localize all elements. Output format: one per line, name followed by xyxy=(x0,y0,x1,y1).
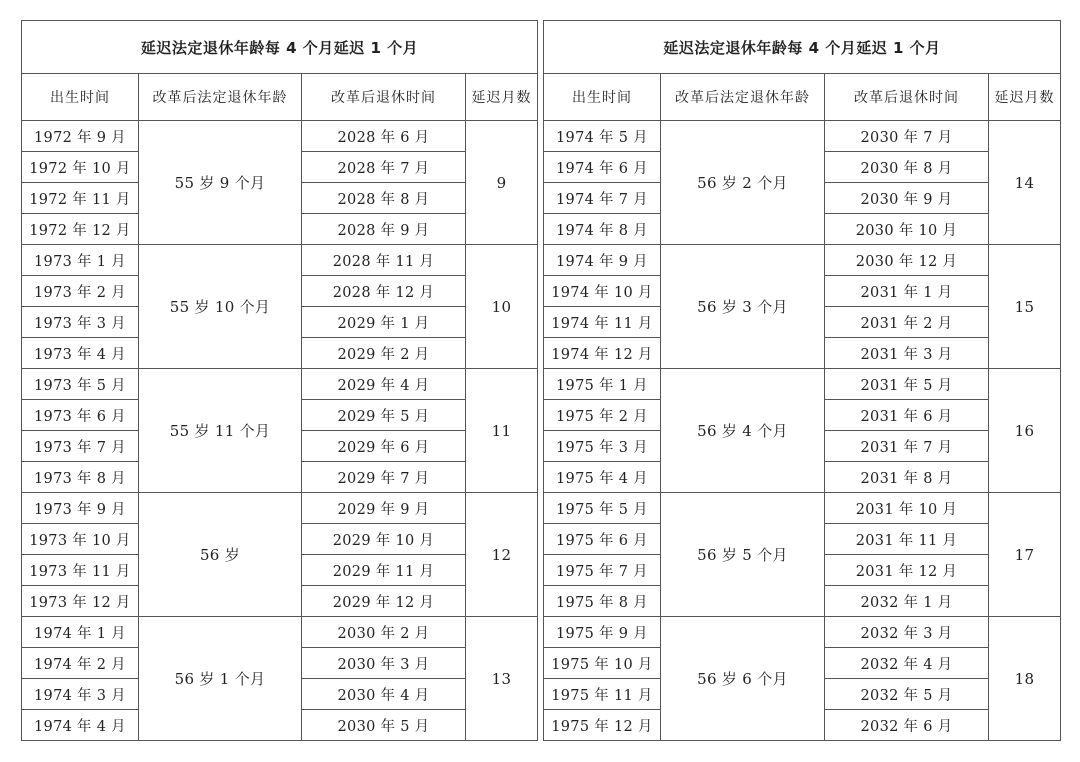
header-retirement-age: 改革后法定退休年龄 xyxy=(139,74,302,121)
header-retirement-time: 改革后退休时间 xyxy=(825,74,989,121)
retire-time-cell: 2030 年 7 月 xyxy=(825,121,989,152)
birth-cell: 1975 年 7 月 xyxy=(544,555,661,586)
birth-cell: 1975 年 8 月 xyxy=(544,586,661,617)
retire-time-cell: 2029 年 4 月 xyxy=(302,369,466,400)
table-row xyxy=(22,121,538,152)
retire-time-cell: 2030 年 9 月 xyxy=(825,183,989,214)
retire-time-cell: 2028 年 12 月 xyxy=(302,276,466,307)
retire-time-cell: 2029 年 11 月 xyxy=(302,555,466,586)
retire-time-cell: 2030 年 2 月 xyxy=(302,617,466,648)
table-title: 延迟法定退休年龄每 4 个月延迟 1 个月 xyxy=(544,21,1061,74)
header-delay-months: 延迟月数 xyxy=(466,74,538,121)
birth-cell: 1973 年 9 月 xyxy=(22,493,139,524)
retire-time-cell: 2029 年 10 月 xyxy=(302,524,466,555)
header-retirement-age: 改革后法定退休年龄 xyxy=(661,74,825,121)
delay-months-cell: 12 xyxy=(466,493,538,617)
birth-cell: 1975 年 5 月 xyxy=(544,493,661,524)
retirement-table-left xyxy=(21,20,538,741)
birth-cell: 1974 年 10 月 xyxy=(544,276,661,307)
delay-months-cell: 9 xyxy=(466,121,538,245)
retire-time-cell: 2030 年 12 月 xyxy=(825,245,989,276)
delay-months-cell: 14 xyxy=(989,121,1061,245)
table-row xyxy=(544,245,1061,276)
retire-time-cell: 2032 年 4 月 xyxy=(825,648,989,679)
birth-cell: 1975 年 6 月 xyxy=(544,524,661,555)
birth-cell: 1975 年 1 月 xyxy=(544,369,661,400)
birth-cell: 1974 年 11 月 xyxy=(544,307,661,338)
retire-time-cell: 2032 年 5 月 xyxy=(825,679,989,710)
retire-time-cell: 2028 年 7 月 xyxy=(302,152,466,183)
retire-time-cell: 2028 年 6 月 xyxy=(302,121,466,152)
birth-cell: 1974 年 5 月 xyxy=(544,121,661,152)
birth-cell: 1974 年 1 月 xyxy=(22,617,139,648)
retire-time-cell: 2031 年 6 月 xyxy=(825,400,989,431)
retirement-age-cell: 56 岁 5 个月 xyxy=(661,493,825,617)
table-title: 延迟法定退休年龄每 4 个月延迟 1 个月 xyxy=(22,21,538,74)
table-row xyxy=(22,617,538,648)
birth-cell: 1974 年 2 月 xyxy=(22,648,139,679)
birth-cell: 1974 年 4 月 xyxy=(22,710,139,741)
retire-time-cell: 2031 年 3 月 xyxy=(825,338,989,369)
birth-cell: 1974 年 6 月 xyxy=(544,152,661,183)
birth-cell: 1972 年 10 月 xyxy=(22,152,139,183)
birth-cell: 1973 年 7 月 xyxy=(22,431,139,462)
retire-time-cell: 2031 年 12 月 xyxy=(825,555,989,586)
table-row xyxy=(544,493,1061,524)
retirement-age-cell: 56 岁 2 个月 xyxy=(661,121,825,245)
retire-time-cell: 2029 年 9 月 xyxy=(302,493,466,524)
retirement-age-cell: 55 岁 9 个月 xyxy=(139,121,302,245)
birth-cell: 1973 年 1 月 xyxy=(22,245,139,276)
delay-months-cell: 17 xyxy=(989,493,1061,617)
retire-time-cell: 2029 年 7 月 xyxy=(302,462,466,493)
retire-time-cell: 2032 年 6 月 xyxy=(825,710,989,741)
birth-cell: 1974 年 8 月 xyxy=(544,214,661,245)
delay-months-cell: 10 xyxy=(466,245,538,369)
birth-cell: 1974 年 7 月 xyxy=(544,183,661,214)
retirement-table-right xyxy=(543,20,1061,741)
retirement-age-cell: 56 岁 xyxy=(139,493,302,617)
birth-cell: 1973 年 4 月 xyxy=(22,338,139,369)
birth-cell: 1974 年 9 月 xyxy=(544,245,661,276)
table-row xyxy=(22,493,538,524)
retire-time-cell: 2028 年 11 月 xyxy=(302,245,466,276)
retire-time-cell: 2028 年 9 月 xyxy=(302,214,466,245)
table-row xyxy=(22,369,538,400)
birth-cell: 1975 年 4 月 xyxy=(544,462,661,493)
retire-time-cell: 2029 年 6 月 xyxy=(302,431,466,462)
birth-cell: 1974 年 12 月 xyxy=(544,338,661,369)
retire-time-cell: 2032 年 3 月 xyxy=(825,617,989,648)
delay-months-cell: 16 xyxy=(989,369,1061,493)
birth-cell: 1973 年 3 月 xyxy=(22,307,139,338)
retire-time-cell: 2030 年 4 月 xyxy=(302,679,466,710)
retire-time-cell: 2029 年 1 月 xyxy=(302,307,466,338)
retire-time-cell: 2031 年 7 月 xyxy=(825,431,989,462)
birth-cell: 1975 年 9 月 xyxy=(544,617,661,648)
birth-cell: 1973 年 8 月 xyxy=(22,462,139,493)
birth-cell: 1975 年 10 月 xyxy=(544,648,661,679)
table-row xyxy=(544,121,1061,152)
retire-time-cell: 2029 年 5 月 xyxy=(302,400,466,431)
retire-time-cell: 2028 年 8 月 xyxy=(302,183,466,214)
birth-cell: 1972 年 9 月 xyxy=(22,121,139,152)
retirement-age-cell: 55 岁 10 个月 xyxy=(139,245,302,369)
birth-cell: 1974 年 3 月 xyxy=(22,679,139,710)
retire-time-cell: 2029 年 12 月 xyxy=(302,586,466,617)
birth-cell: 1973 年 12 月 xyxy=(22,586,139,617)
retire-time-cell: 2031 年 11 月 xyxy=(825,524,989,555)
birth-cell: 1975 年 12 月 xyxy=(544,710,661,741)
delay-months-cell: 15 xyxy=(989,245,1061,369)
delay-months-cell: 13 xyxy=(466,617,538,741)
retire-time-cell: 2031 年 10 月 xyxy=(825,493,989,524)
retirement-age-cell: 56 岁 6 个月 xyxy=(661,617,825,741)
retirement-age-cell: 56 岁 1 个月 xyxy=(139,617,302,741)
table-row xyxy=(22,245,538,276)
birth-cell: 1972 年 11 月 xyxy=(22,183,139,214)
table-row xyxy=(544,617,1061,648)
retire-time-cell: 2032 年 1 月 xyxy=(825,586,989,617)
birth-cell: 1973 年 2 月 xyxy=(22,276,139,307)
retire-time-cell: 2030 年 5 月 xyxy=(302,710,466,741)
retire-time-cell: 2030 年 3 月 xyxy=(302,648,466,679)
retirement-age-cell: 56 岁 3 个月 xyxy=(661,245,825,369)
table-row xyxy=(544,369,1061,400)
delay-months-cell: 11 xyxy=(466,369,538,493)
header-retirement-time: 改革后退休时间 xyxy=(302,74,466,121)
delay-months-cell: 18 xyxy=(989,617,1061,741)
retire-time-cell: 2031 年 8 月 xyxy=(825,462,989,493)
retire-time-cell: 2031 年 1 月 xyxy=(825,276,989,307)
birth-cell: 1973 年 11 月 xyxy=(22,555,139,586)
birth-cell: 1973 年 5 月 xyxy=(22,369,139,400)
header-birth-time: 出生时间 xyxy=(22,74,139,121)
retire-time-cell: 2030 年 10 月 xyxy=(825,214,989,245)
retirement-age-cell: 56 岁 4 个月 xyxy=(661,369,825,493)
retirement-age-cell: 55 岁 11 个月 xyxy=(139,369,302,493)
header-birth-time: 出生时间 xyxy=(544,74,661,121)
retire-time-cell: 2030 年 8 月 xyxy=(825,152,989,183)
birth-cell: 1975 年 3 月 xyxy=(544,431,661,462)
retire-time-cell: 2031 年 2 月 xyxy=(825,307,989,338)
header-delay-months: 延迟月数 xyxy=(989,74,1061,121)
birth-cell: 1973 年 6 月 xyxy=(22,400,139,431)
birth-cell: 1973 年 10 月 xyxy=(22,524,139,555)
birth-cell: 1975 年 2 月 xyxy=(544,400,661,431)
birth-cell: 1972 年 12 月 xyxy=(22,214,139,245)
retire-time-cell: 2029 年 2 月 xyxy=(302,338,466,369)
birth-cell: 1975 年 11 月 xyxy=(544,679,661,710)
retire-time-cell: 2031 年 5 月 xyxy=(825,369,989,400)
